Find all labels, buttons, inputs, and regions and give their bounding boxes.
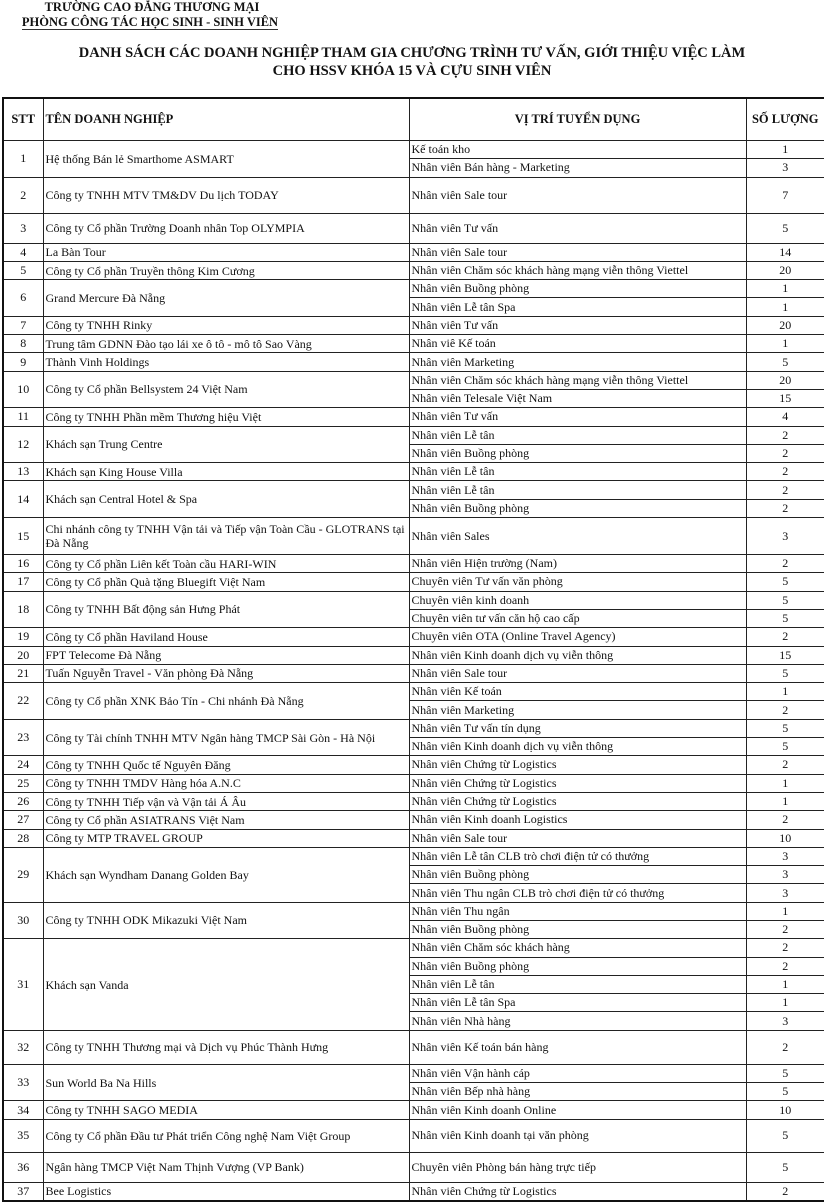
position-cell: Nhân viên Buồng phòng <box>409 444 746 462</box>
stt-cell: 20 <box>3 646 43 664</box>
company-name-cell <box>43 1182 409 1201</box>
quantity-cell: 5 <box>746 664 824 682</box>
quantity-cell: 10 <box>746 829 824 847</box>
table-row <box>3 213 824 243</box>
stt-cell: 8 <box>3 335 43 353</box>
company-name-cell <box>43 353 409 371</box>
stt-cell: 16 <box>3 555 43 573</box>
table-row <box>3 591 824 609</box>
quantity-cell: 20 <box>746 371 824 389</box>
company-name-cell <box>43 518 409 555</box>
company-name-cell <box>43 426 409 463</box>
company-name-cell <box>43 792 409 810</box>
company-name-cell <box>43 811 409 829</box>
position-cell: Nhân viên Chăm sóc khách hàng mạng viễn thông Viettel <box>409 371 746 389</box>
position-cell: Nhân viên Thu ngân CLB trò chơi điện tử có thưởng <box>409 884 746 902</box>
table-row <box>3 719 824 737</box>
company-name: Trung tâm GDNN Đào tạo lái xe ô tô - mô tô Sao Vàng <box>45 336 312 351</box>
table-row <box>3 1030 824 1064</box>
stt-cell: 7 <box>3 316 43 334</box>
stt-cell: 35 <box>3 1119 43 1152</box>
column-header-company: TÊN DOANH NGHIỆP <box>43 98 409 141</box>
table-row <box>3 261 824 279</box>
company-name: Khách sạn Vanda <box>45 977 129 992</box>
quantity-cell: 20 <box>746 316 824 334</box>
table-row <box>3 774 824 792</box>
position-cell: Nhân viên Marketing <box>409 353 746 371</box>
quantity-cell: 3 <box>746 1012 824 1030</box>
position-cell: Chuyên viên kinh doanh <box>409 591 746 609</box>
position-cell: Kế toán kho <box>409 141 746 159</box>
company-name: Thành Vinh Holdings <box>45 355 150 370</box>
stt-cell: 33 <box>3 1064 43 1101</box>
quantity-cell: 2 <box>746 481 824 499</box>
stt-cell: 27 <box>3 811 43 829</box>
company-name: Công ty Cổ phần Quà tặng Bluegift Việt Nam <box>45 574 266 589</box>
stt-cell: 11 <box>3 408 43 426</box>
quantity-cell: 20 <box>746 261 824 279</box>
quantity-cell: 14 <box>746 243 824 261</box>
company-name-cell <box>43 243 409 261</box>
company-name: Bee Logistics <box>45 1184 112 1199</box>
company-name-cell <box>43 335 409 353</box>
position-cell: Nhân viên Sale tour <box>409 829 746 847</box>
stt-cell: 18 <box>3 591 43 628</box>
table-row <box>3 408 824 426</box>
company-name-cell <box>43 1119 409 1152</box>
quantity-cell: 5 <box>746 573 824 591</box>
position-cell: Nhân viên Kinh doanh dịch vụ viễn thông <box>409 646 746 664</box>
stt-cell: 28 <box>3 829 43 847</box>
stt-cell: 23 <box>3 719 43 756</box>
position-cell: Nhân viên Chăm sóc khách hàng mạng viễn thông Viettel <box>409 261 746 279</box>
company-name-cell <box>43 1101 409 1119</box>
quantity-cell: 5 <box>746 1119 824 1152</box>
company-name-cell <box>43 463 409 481</box>
table-row <box>3 756 824 774</box>
position-cell: Chuyên viên OTA (Online Travel Agency) <box>409 628 746 646</box>
organization-header <box>0 0 300 30</box>
table-row <box>3 518 824 555</box>
table-row <box>3 463 824 481</box>
quantity-cell: 2 <box>746 701 824 719</box>
company-name: FPT Telecome Đà Nẵng <box>45 648 162 663</box>
quantity-cell: 2 <box>746 957 824 975</box>
position-cell: Nhân viên Tư vấn <box>409 316 746 334</box>
position-cell: Nhân viên Hiện trường (Nam) <box>409 555 746 573</box>
company-name: Công ty TNHH Tiếp vận và Vận tải Á Âu <box>45 794 247 809</box>
company-name: Công ty TNHH SAGO MEDIA <box>45 1103 198 1117</box>
quantity-cell: 5 <box>746 1064 824 1082</box>
stt-cell: 4 <box>3 243 43 261</box>
company-name-cell <box>43 1152 409 1182</box>
table-body <box>3 141 824 1201</box>
quantity-cell: 3 <box>746 847 824 865</box>
quantity-cell: 1 <box>746 141 824 159</box>
company-name-cell <box>43 573 409 591</box>
company-name: Công ty MTP TRAVEL GROUP <box>45 831 203 846</box>
company-name-cell <box>43 591 409 628</box>
quantity-cell: 2 <box>746 811 824 829</box>
position-cell: Nhân viên Sale tour <box>409 243 746 261</box>
company-name: Công ty TNHH TMDV Hàng hóa A.N.C <box>45 776 241 791</box>
company-name: Ngân hàng TMCP Việt Nam Thịnh Vượng (VP Bank) <box>45 1160 304 1175</box>
position-cell: Nhân viên Chứng từ Logistics <box>409 792 746 810</box>
quantity-cell: 4 <box>746 408 824 426</box>
company-name-cell <box>43 408 409 426</box>
stt-cell: 21 <box>3 664 43 682</box>
stt-cell: 31 <box>3 939 43 1030</box>
quantity-cell: 2 <box>746 426 824 444</box>
company-name: Grand Mercure Đà Nẵng <box>45 290 166 305</box>
company-name: Công ty TNHH Phần mềm Thương hiệu Việt <box>45 409 262 424</box>
quantity-cell: 7 <box>746 177 824 213</box>
position-cell: Nhân viên Sales <box>409 518 746 555</box>
company-name-cell <box>43 1064 409 1101</box>
table-row <box>3 664 824 682</box>
quantity-cell: 2 <box>746 1182 824 1201</box>
company-name-cell <box>43 371 409 408</box>
stt-cell: 36 <box>3 1152 43 1182</box>
stt-cell: 9 <box>3 353 43 371</box>
position-cell: Nhân viên Tư vấn tín dụng <box>409 719 746 737</box>
stt-cell: 26 <box>3 792 43 810</box>
position-cell: Nhân viên Thu ngân <box>409 902 746 920</box>
company-name: Công ty Cổ phần Liên kết Toàn cầu HARI-WIN <box>45 556 277 571</box>
company-name-cell <box>43 261 409 279</box>
table-row <box>3 335 824 353</box>
quantity-cell: 1 <box>746 280 824 298</box>
position-cell: Nhân viên Kinh doanh Online <box>409 1101 746 1119</box>
company-name: Công ty TNHH MTV TM&DV Du lịch TODAY <box>45 188 279 203</box>
company-name: Công ty TNHH Thương mại và Dịch vụ Phúc Thành Hưng <box>45 1040 329 1055</box>
position-cell: Nhân viên Tư vấn <box>409 213 746 243</box>
table-row <box>3 316 824 334</box>
stt-cell: 10 <box>3 371 43 408</box>
table-row <box>3 481 824 499</box>
position-cell: Nhân viên Chứng từ Logistics <box>409 756 746 774</box>
quantity-cell: 15 <box>746 646 824 664</box>
table-row <box>3 1182 824 1201</box>
quantity-cell: 5 <box>746 353 824 371</box>
quantity-cell: 1 <box>746 774 824 792</box>
position-cell: Nhân viên Kinh doanh tại văn phòng <box>409 1119 746 1152</box>
position-cell: Nhân viên Kế toán bán hàng <box>409 1030 746 1064</box>
company-name-cell <box>43 664 409 682</box>
position-cell: Nhân viên Sale tour <box>409 664 746 682</box>
company-name: Tuấn Nguyễn Travel - Văn phòng Đà Nẵng <box>45 666 254 681</box>
table-row <box>3 829 824 847</box>
table-row <box>3 628 824 646</box>
quantity-cell: 1 <box>746 975 824 993</box>
position-cell: Nhân viên Buồng phòng <box>409 920 746 938</box>
position-cell: Nhân viên Chăm sóc khách hàng <box>409 939 746 957</box>
quantity-cell: 2 <box>746 939 824 957</box>
school-name: TRƯỜNG CAO ĐẲNG THƯƠNG MẠI <box>44 0 260 14</box>
table-row <box>3 646 824 664</box>
company-name-cell <box>43 902 409 939</box>
company-name-cell <box>43 719 409 756</box>
company-name-cell <box>43 316 409 334</box>
quantity-cell: 5 <box>746 609 824 627</box>
position-cell: Nhân viên Kế toán <box>409 683 746 701</box>
company-name-cell <box>43 555 409 573</box>
quantity-cell: 2 <box>746 756 824 774</box>
company-name: Công ty Cổ phần XNK Bảo Tín - Chi nhánh Đà Nẵng <box>45 693 304 708</box>
company-name: Sun World Ba Na Hills <box>45 1075 157 1090</box>
company-name: Công ty Cổ phần Đầu tư Phát triển Công nghệ Nam Việt Group <box>45 1128 351 1143</box>
quantity-cell: 2 <box>746 499 824 517</box>
table-row <box>3 902 824 920</box>
position-cell: Chuyên viên Phòng bán hàng trực tiếp <box>409 1152 746 1182</box>
stt-cell: 17 <box>3 573 43 591</box>
company-name: Khách sạn Central Hotel & Spa <box>45 492 198 507</box>
table-row <box>3 939 824 957</box>
company-name: La Bàn Tour <box>45 245 106 260</box>
table-row <box>3 1152 824 1182</box>
quantity-cell: 3 <box>746 159 824 177</box>
quantity-cell: 3 <box>746 518 824 555</box>
position-cell: Nhân viên Lễ tân CLB trò chơi điện tử có thưởng <box>409 847 746 865</box>
quantity-cell: 5 <box>746 738 824 756</box>
company-name-cell <box>43 213 409 243</box>
position-cell: Nhân viên Lễ tân <box>409 481 746 499</box>
table-row <box>3 353 824 371</box>
company-name: Hệ thống Bán lẻ Smarthome ASMART <box>45 151 234 166</box>
stt-cell: 25 <box>3 774 43 792</box>
stt-cell: 6 <box>3 280 43 317</box>
table-row <box>3 792 824 810</box>
company-name: Công ty Cổ phần Trường Doanh nhân Top OLYMPIA <box>45 221 305 236</box>
company-name-cell <box>43 683 409 720</box>
company-name: Khách sạn Trung Centre <box>45 437 163 452</box>
quantity-cell: 2 <box>746 463 824 481</box>
company-name-cell <box>43 847 409 902</box>
quantity-cell: 5 <box>746 213 824 243</box>
stt-cell: 24 <box>3 756 43 774</box>
table-row <box>3 141 824 159</box>
quantity-cell: 2 <box>746 1030 824 1064</box>
table-row <box>3 1119 824 1152</box>
table-row <box>3 371 824 389</box>
position-cell: Nhân viên Lễ tân Spa <box>409 298 746 316</box>
stt-cell: 32 <box>3 1030 43 1064</box>
table-row <box>3 847 824 865</box>
company-name-cell <box>43 481 409 518</box>
company-name-cell <box>43 280 409 317</box>
quantity-cell: 1 <box>746 902 824 920</box>
table-row <box>3 573 824 591</box>
stt-cell: 15 <box>3 518 43 555</box>
position-cell: Nhân viên Lễ tân <box>409 463 746 481</box>
table-row <box>3 811 824 829</box>
table-row <box>3 1064 824 1082</box>
quantity-cell: 15 <box>746 389 824 407</box>
table-row <box>3 683 824 701</box>
title-line-2: CHO HSSV KHÓA 15 VÀ CỰU SINH VIÊN <box>272 63 552 79</box>
stt-cell: 22 <box>3 683 43 720</box>
stt-cell: 34 <box>3 1101 43 1119</box>
stt-cell: 29 <box>3 847 43 902</box>
quantity-cell: 2 <box>746 555 824 573</box>
table-row <box>3 1101 824 1119</box>
table-row <box>3 177 824 213</box>
company-table <box>2 97 824 1202</box>
position-cell: Nhân viên Kinh doanh Logistics <box>409 811 746 829</box>
position-cell: Nhân viên Lễ tân <box>409 975 746 993</box>
table-row <box>3 280 824 298</box>
stt-cell: 5 <box>3 261 43 279</box>
column-header-quantity: SỐ LƯỢNG <box>746 98 824 141</box>
position-cell: Nhân viên Buồng phòng <box>409 957 746 975</box>
quantity-cell: 10 <box>746 1101 824 1119</box>
quantity-cell: 2 <box>746 628 824 646</box>
quantity-cell: 3 <box>746 866 824 884</box>
company-name: Công ty Cổ phần Haviland House <box>45 629 208 644</box>
company-name-cell <box>43 829 409 847</box>
quantity-cell: 5 <box>746 591 824 609</box>
position-cell: Nhân viên Chứng từ Logistics <box>409 1182 746 1201</box>
table-row <box>3 555 824 573</box>
stt-cell: 12 <box>3 426 43 463</box>
stt-cell: 3 <box>3 213 43 243</box>
stt-cell: 14 <box>3 481 43 518</box>
quantity-cell: 5 <box>746 1083 824 1101</box>
company-name-cell <box>43 756 409 774</box>
quantity-cell: 1 <box>746 335 824 353</box>
column-header-position: VỊ TRÍ TUYỂN DỤNG <box>409 98 746 141</box>
position-cell: Nhân viê Kế toán <box>409 335 746 353</box>
company-name-cell <box>43 628 409 646</box>
company-name: Công ty Cổ phần ASIATRANS Việt Nam <box>45 812 245 827</box>
table-row <box>3 243 824 261</box>
quantity-cell: 5 <box>746 719 824 737</box>
position-cell: Chuyên viên tư vấn căn hộ cao cấp <box>409 609 746 627</box>
company-name: Công ty TNHH Quốc tế Nguyên Đăng <box>45 757 231 772</box>
stt-cell: 1 <box>3 141 43 178</box>
position-cell: Nhân viên Bếp nhà hàng <box>409 1083 746 1101</box>
quantity-cell: 1 <box>746 298 824 316</box>
company-name-cell <box>43 939 409 1030</box>
company-name-cell <box>43 774 409 792</box>
position-cell: Nhân viên Telesale Việt Nam <box>409 389 746 407</box>
position-cell: Nhân viên Lễ tân Spa <box>409 994 746 1012</box>
company-name-cell <box>43 177 409 213</box>
company-name: Công ty Cổ phần Truyền thông Kim Cương <box>45 263 255 278</box>
quantity-cell: 1 <box>746 994 824 1012</box>
position-cell: Chuyên viên Tư vấn văn phòng <box>409 573 746 591</box>
position-cell: Nhân viên Chứng từ Logistics <box>409 774 746 792</box>
stt-cell: 2 <box>3 177 43 213</box>
quantity-cell: 5 <box>746 1152 824 1182</box>
stt-cell: 19 <box>3 628 43 646</box>
department-name: PHÒNG CÔNG TÁC HỌC SINH - SINH VIÊN <box>21 15 279 29</box>
quantity-cell: 2 <box>746 920 824 938</box>
table-header-row <box>3 98 824 141</box>
position-cell: Nhân viên Lễ tân <box>409 426 746 444</box>
position-cell: Nhân viên Buồng phòng <box>409 280 746 298</box>
position-cell: Nhân viên Tư vấn <box>409 408 746 426</box>
stt-cell: 13 <box>3 463 43 481</box>
company-name-cell <box>43 1030 409 1064</box>
column-header-stt: STT <box>3 98 43 141</box>
company-name: Công ty TNHH Rinky <box>45 318 153 333</box>
quantity-cell: 2 <box>746 444 824 462</box>
table-row <box>3 426 824 444</box>
title-line-1: DANH SÁCH CÁC DOANH NGHIỆP THAM GIA CHƯƠNG TRÌNH TƯ VẤN, GIỚI THIỆU VIỆC LÀM <box>78 45 746 61</box>
position-cell: Nhân viên Nhà hàng <box>409 1012 746 1030</box>
company-name: Chi nhánh công ty TNHH Vận tải và Tiếp vận Toàn Cầu - GLOTRANS tại Đà Nẵng <box>45 522 405 551</box>
position-cell: Nhân viên Marketing <box>409 701 746 719</box>
company-name: Công ty Cổ phần Bellsystem 24 Việt Nam <box>45 382 248 397</box>
document-title <box>0 44 824 80</box>
company-name: Khách sạn Wyndham Danang Golden Bay <box>45 867 249 882</box>
position-cell: Nhân viên Kinh doanh dịch vụ viễn thông <box>409 738 746 756</box>
quantity-cell: 1 <box>746 792 824 810</box>
company-name-cell <box>43 646 409 664</box>
company-name: Khách sạn King House Villa <box>45 464 183 479</box>
position-cell: Nhân viên Bán hàng - Marketing <box>409 159 746 177</box>
position-cell: Nhân viên Vận hành cáp <box>409 1064 746 1082</box>
quantity-cell: 3 <box>746 884 824 902</box>
position-cell: Nhân viên Sale tour <box>409 177 746 213</box>
quantity-cell: 1 <box>746 683 824 701</box>
company-name: Công ty TNHH Bất động sản Hưng Phát <box>45 602 241 617</box>
stt-cell: 37 <box>3 1182 43 1201</box>
company-name: Công ty Tài chính TNHH MTV Ngân hàng TMCP Sài Gòn - Hà Nội <box>45 730 376 745</box>
company-name-cell <box>43 141 409 178</box>
stt-cell: 30 <box>3 902 43 939</box>
position-cell: Nhân viên Buồng phòng <box>409 499 746 517</box>
position-cell: Nhân viên Buồng phòng <box>409 866 746 884</box>
company-name: Công ty TNHH ODK Mikazuki Việt Nam <box>45 913 247 928</box>
